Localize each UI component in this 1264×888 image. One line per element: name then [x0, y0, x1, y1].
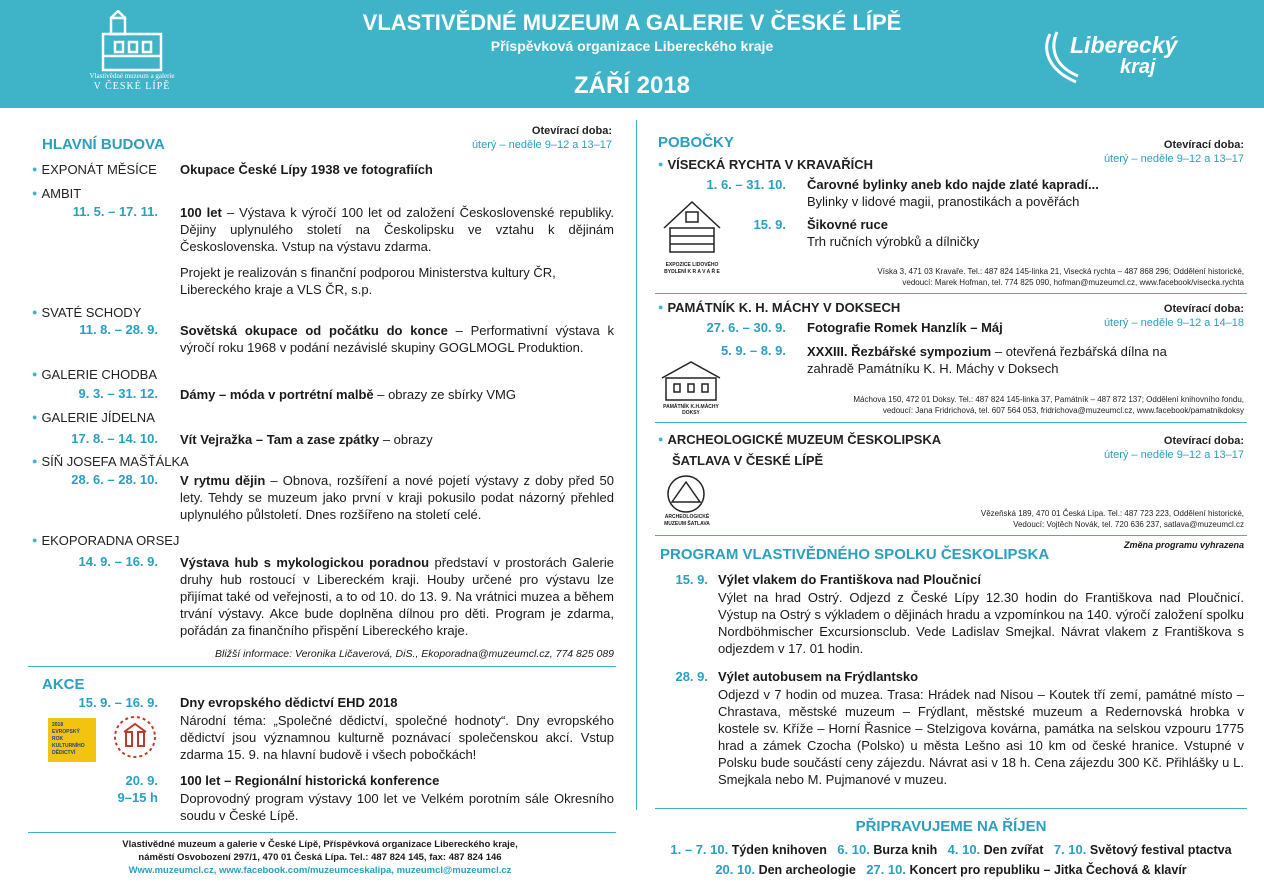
- eko-text: představí v prostorách Galerie druhy hub rostoucí v Libereckém kraji. Houby určené pro výstavu lze přijímat také od veřejnosti, a to od 10. do 13. 9. Na vrátnici muzea a během trvání výstavy. Akce bude doplněna dílnou pro děti. Program je zdarma, pořádán za finančního přispění Libereckého kraje.: [180, 555, 614, 638]
- macha-contact-line2: vedoucí: Jana Fridrichová, tel. 607 564 053, fridrichova@muzeumcl.cz, www.facebook/pamatnikdoksy: [882, 406, 1244, 415]
- divider-spolek: [655, 808, 1247, 809]
- vis1-dates: 1. 6. – 31. 10.: [706, 177, 786, 192]
- category-svate-schody: ● SVATÉ SCHODY: [32, 305, 141, 320]
- exponat-title: Okupace České Lípy 1938 ve fotografiích: [180, 162, 433, 177]
- eko-contact: Bližší informace: Veronika Ličaverová, DiS., Ekoporadna@muzeumcl.cz, 774 825 089: [215, 648, 614, 660]
- vis2-title: Šikovné ruce: [807, 217, 888, 232]
- akce2-time: 9–15 h: [117, 790, 158, 805]
- logo-right-line1: Liberecký: [1070, 32, 1178, 58]
- vis2-text: Trh ručních výrobků a dílničky: [807, 234, 980, 249]
- section-hlavni-budova: HLAVNÍ BUDOVA: [42, 136, 165, 153]
- category-sin-mastalka: ● SÍŇ JOSEFA MAŠŤÁLKA: [32, 454, 189, 469]
- branch-satlava: ŠATLAVA V ČESKÉ LÍPĚ: [672, 453, 824, 468]
- vis2-dates: 15. 9.: [753, 217, 786, 232]
- category-ambit: ● AMBIT: [32, 186, 81, 201]
- chodba-description: [180, 386, 614, 403]
- eko-description: [180, 554, 614, 639]
- footer: [60, 838, 580, 877]
- satlava-logo-icon: [664, 474, 708, 514]
- logo-right-line2: kraj: [1120, 56, 1156, 78]
- ambit-funding: Projekt je realizován s finanční podporou Ministerstva kultury ČR, Libereckého kraje a VLS ČR, s.p.: [180, 265, 556, 297]
- schody-title: Sovětská okupace od počátku do konce: [180, 323, 448, 338]
- schody-description: [180, 322, 614, 356]
- akce2-text: Doprovodný program výstavy 100 let ve Velkém porotním sále Okresního soudu v České Lípě.: [180, 791, 614, 823]
- opening-hours-label: Otevírací doba:: [1163, 139, 1244, 151]
- macha-caption: PAMÁTNÍK K.H.MÁCHY DOKSY: [663, 404, 719, 416]
- visecka-contact-line1: Víska 3, 471 03 Kravaře. Tel.: 487 824 145-linka 21, Visecká rychta – 487 868 296; Oddělení historické,: [877, 267, 1244, 276]
- ehd-badge: 2018 EVROPSKÝ ROK KULTURNÍHO DĚDICTVÍ: [48, 718, 96, 762]
- opening-hours-main: [420, 124, 612, 152]
- branch-archeo: ● ARCHEOLOGICKÉ MUZEUM ČESKOLIPSKA: [658, 432, 941, 447]
- section-akce: AKCE: [42, 676, 85, 693]
- month-title: ZÁŘÍ 2018: [573, 72, 691, 99]
- ambit-title: 100 let: [180, 205, 222, 220]
- prep-line1: [655, 842, 1247, 857]
- akce2-title: 100 let – Regionální historická konference: [180, 773, 440, 788]
- logo-left-line1: Vlastivědné muzeum a galerie: [89, 72, 175, 80]
- mach2-dates: 5. 9. – 8. 9.: [720, 343, 786, 358]
- prep-date: 6. 10.: [837, 842, 870, 857]
- column-divider: [636, 120, 637, 810]
- opening-hours-archeo: [1050, 434, 1244, 462]
- visecka-caption: EXPOZICE LIDOVÉHO BYDLENÍ K R A V A Ř E: [664, 262, 720, 275]
- prep-line2: [655, 862, 1247, 877]
- akce-divider: [28, 666, 616, 667]
- sp2-title: Výlet autobusem na Frýdlantsko: [718, 669, 919, 684]
- prep-event: Den archeologie: [758, 863, 856, 877]
- divider-macha: [655, 422, 1247, 423]
- mach1-title: Fotografie Romek Hanzlík – Máj: [807, 320, 1003, 335]
- macha-building-icon: [660, 358, 722, 404]
- sin-description: [180, 472, 614, 523]
- ambit-text: – Výstava k výročí 100 let od založení Československé republiky. Dějiny uplynulého století na Českolipsku ve vztahu k dějinám Československa. Vstup na výstavu zdarma.: [180, 205, 614, 254]
- jidelna-dates: 17. 8. – 14. 10.: [71, 431, 158, 446]
- prep-event: Týden knihoven: [731, 843, 827, 857]
- header-banner: [0, 0, 1264, 108]
- visecka-contact: [770, 266, 1244, 288]
- prep-event: Den zvířat: [983, 843, 1044, 857]
- spolek-note: Změna programu vyhrazena: [1123, 540, 1244, 550]
- page-title: VLASTIVĚDNÉ MUZEUM A GALERIE V ČESKÉ LÍPĚ: [362, 10, 902, 35]
- macha-contact-line1: Máchova 150, 472 01 Doksy. Tel.: 487 824 145-linka 37, Památník – 487 872 137; Oddělení knihovního fondu,: [853, 395, 1244, 404]
- archeo-contact: [770, 508, 1244, 530]
- jidelna-text: – obrazy: [379, 432, 433, 447]
- ambit-dates: 11. 5. – 17. 11.: [72, 204, 158, 219]
- sp2-date: 28. 9.: [675, 669, 708, 684]
- visecka-house-icon: [660, 198, 724, 262]
- akce1-dates: 15. 9. – 16. 9.: [78, 695, 158, 710]
- ehd-logo-icon: [110, 712, 160, 762]
- section-pripravujeme: PŘIPRAVUJEME NA ŘÍJEN: [855, 818, 1047, 835]
- prep-date: 1. – 7. 10.: [670, 842, 729, 857]
- logo-left-line2: V ČESKÉ LÍPĚ: [93, 81, 171, 92]
- sp2-text: Odjezd v 7 hodin od muzea. Trasa: Hrádek nad Nisou – Koutek tří zemí, památné místo – Chrastava, městské muzeum – Frýdlant, městské muzeum a Redernovská hrobka v kostele sv. Kříže – Horní Řasnice – Stelzigova kovárna, památka na selskou vzpouru 1775 hrad a zámek Czocha (Polsko) u města Lešno asi 10 km od české hranice. Vstupné v Polsku bude součástí ceny zájezdu. Návrat asi v 18 h. Cena zájezdu 300 Kč. Přihlášky u L. Smejkala nebo M. Pujmanové v muzeu.: [718, 687, 1244, 787]
- page-subtitle: Příspěvková organizace Libereckého kraje: [490, 38, 774, 54]
- prep-event: Světový festival ptactva: [1089, 843, 1232, 857]
- liberecky-kraj-logo: [1040, 30, 1190, 90]
- archeo-contact-line1: Vězeňská 189, 470 01 Česká Lípa. Tel.: 487 723 223, Oddělení historické,: [980, 509, 1244, 518]
- eko-dates: 14. 9. – 16. 9.: [78, 554, 158, 569]
- mach2-title: XXXIII. Řezbářské sympozium: [807, 344, 992, 359]
- branch-macha: ● PAMÁTNÍK K. H. MÁCHY V DOKSECH: [658, 300, 900, 315]
- divider-archeo: [655, 535, 1247, 536]
- category-exponat: ● EXPONÁT MĚSÍCE: [32, 162, 157, 177]
- opening-hours-macha: [1050, 302, 1244, 330]
- branch-visecka: ● VÍSECKÁ RYCHTA V KRAVAŘÍCH: [658, 157, 873, 172]
- mach1-dates: 27. 6. – 30. 9.: [706, 320, 786, 335]
- prep-date: 27. 10.: [866, 862, 906, 877]
- sp1-title: Výlet vlakem do Františkova nad Ploučnicí: [718, 572, 981, 587]
- footer-links[interactable]: Www.muzeumcl.cz, www.facebook.com/muzeumceskalipa, muzeumcl@muzeumcl.cz: [128, 865, 512, 876]
- jidelna-description: [180, 431, 614, 448]
- sp1-date: 15. 9.: [675, 572, 708, 587]
- macha-contact: [730, 394, 1244, 416]
- prep-date: 7. 10.: [1053, 842, 1087, 857]
- category-galerie-jidelna: ● GALERIE JÍDELNA: [32, 410, 155, 425]
- sin-text: – Obnova, rozšíření a nové pojetí výstavy z doby před 50 lety. Tehdy se muzeum jako první v kraji pokusilo podat názorný přehled uplynulého půlstoletí. Dnes rozšířeno na století celé.: [180, 473, 614, 522]
- akce1-text: Národní téma: „Společné dědictví, společné hodnoty“. Dny evropského dědictví jsou významnou kulturně poznávací společenskou akcí. Vstup zdarma 15. 9. na hlavní budově i všech pobočkách!: [180, 713, 614, 762]
- visecka-contact-line2: vedoucí: Marek Hofman, tel. 774 825 090, hofman@muzeumcl.cz, www.facebook/visecka.rychta: [902, 278, 1244, 287]
- chodba-text: – obrazy ze sbírky VMG: [373, 387, 516, 402]
- prep-date: 20. 10.: [715, 862, 756, 877]
- section-pobocky: POBOČKY: [658, 134, 734, 151]
- prep-date: 4. 10.: [947, 842, 981, 857]
- chodba-dates: 9. 3. – 31. 12.: [78, 386, 158, 401]
- section-spolek: PROGRAM VLASTIVĚDNÉHO SPOLKU ČESKOLIPSKA: [660, 546, 1050, 563]
- opening-hours-label: Otevírací doba:: [1163, 303, 1244, 315]
- vis1-text: Bylinky v lidové magii, pranostikách a pověřách: [807, 194, 1080, 209]
- footer-line1: Vlastivědné muzeum a galerie v České Lípě, Příspěvková organizace Libereckého kraje,: [122, 839, 518, 850]
- akce1-title: Dny evropského dědictví EHD 2018: [180, 695, 398, 710]
- sin-dates: 28. 6. – 28. 10.: [71, 472, 158, 487]
- opening-hours-visecka: [1050, 138, 1244, 166]
- ambit-description: [180, 204, 614, 255]
- eko-title: Výstava hub s mykologickou poradnou: [180, 555, 430, 570]
- schody-text: – Performativní výstava k výročí roku 1968 v podání nezávislé skupiny GOGLMOGL Produktion.: [180, 323, 614, 355]
- schody-dates: 11. 8. – 28. 9.: [79, 322, 158, 337]
- vis1-title: Čarovné bylinky aneb kdo najde zlaté kapradí...: [807, 177, 1099, 192]
- opening-hours-value: úterý – neděle 9–12 a 14–18: [1103, 317, 1244, 329]
- chodba-title: Dámy – móda v portrétní malbě: [180, 387, 374, 402]
- opening-hours-label: Otevírací doba:: [531, 125, 612, 137]
- footer-line2: náměstí Osvobození 297/1, 470 01 Česká Lípa. Tel.: 487 824 145, fax: 487 824 146: [138, 852, 502, 863]
- mach2-text: – otevřená řezbářská dílna na zahradě Památníku K. H. Máchy v Doksech: [807, 344, 1167, 376]
- opening-hours-value: úterý – neděle 9–12 a 13–17: [1103, 153, 1244, 165]
- opening-hours-value: úterý – neděle 9–12 a 13–17: [471, 139, 612, 151]
- category-galerie-chodba: ● GALERIE CHODBA: [32, 367, 157, 382]
- footer-divider: [28, 832, 616, 833]
- jidelna-title: Vít Vejražka – Tam a zase zpátky: [180, 432, 380, 447]
- sin-title: V rytmu dějin: [180, 473, 266, 488]
- opening-hours-label: Otevírací doba:: [1163, 435, 1244, 447]
- prep-event: Koncert pro republiku – Jitka Čechová & klavír: [909, 863, 1187, 877]
- prep-event: Burza knih: [873, 843, 938, 857]
- category-ekoporadna: ● EKOPORADNA ORSEJ: [32, 533, 179, 548]
- opening-hours-value: úterý – neděle 9–12 a 13–17: [1103, 449, 1244, 461]
- satlava-caption: ARCHEOLOGICKÉ MUZEUM ŠATLAVA: [664, 514, 710, 527]
- mach2-description: [807, 343, 1207, 377]
- archeo-contact-line2: Vedoucí: Vojtěch Novák, tel. 720 636 237, satlava@muzeumcl.cz: [1013, 520, 1244, 529]
- sp1-text: Výlet na hrad Ostrý. Odjezd z České Lípy 12.30 hodin do Františkova nad Ploučnicí. Výstup na Ostrý s výkladem o dějinách hradu a vzpomínkou na 140. výročí založení spolku Nordböhmischer Excursionsclub. Vede Ladislav Smejkal. Návrat vlakem z Františkova s odjezdem v 17. 01 hodin.: [718, 590, 1244, 656]
- divider-visecka: [655, 293, 1247, 294]
- akce2-date: 20. 9.: [125, 773, 158, 788]
